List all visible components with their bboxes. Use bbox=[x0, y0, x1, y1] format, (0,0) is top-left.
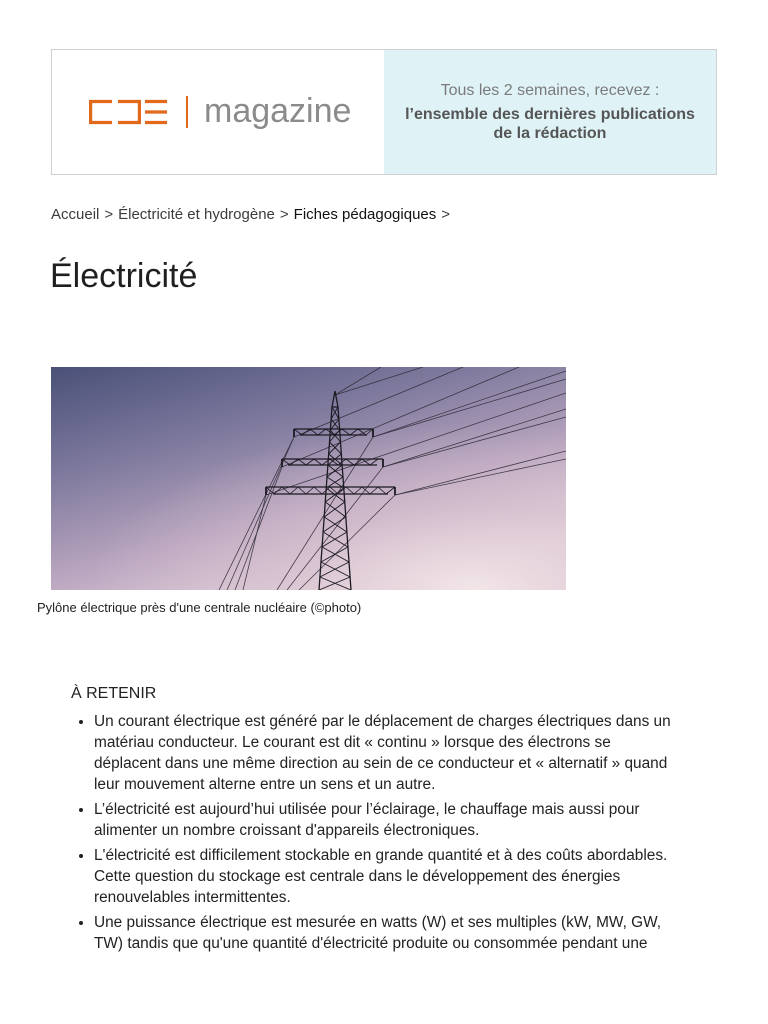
breadcrumb-item-teaching-sheets[interactable]: Fiches pédagogiques bbox=[293, 206, 437, 223]
key-points-heading: À RETENIR bbox=[71, 685, 157, 702]
pylon-photo bbox=[51, 367, 566, 590]
list-item: • Une puissance électrique est mesurée en watts (W) et ses multiples (kW, MW, GW, TW) tandis que qu'une quantité d'électricité produite ou consommée pendant une bbox=[94, 912, 679, 954]
promo-frequency-text: Tous les 2 semaines, recevez : bbox=[440, 82, 660, 99]
sky-glow bbox=[51, 367, 566, 590]
breadcrumb bbox=[51, 205, 455, 225]
photo-caption: Pylône électrique près d'une centrale nucléaire (©photo) bbox=[37, 600, 362, 615]
logo-wordmark: magazine bbox=[204, 91, 352, 130]
key-points-list bbox=[71, 711, 679, 958]
newsletter-promo-link[interactable] bbox=[384, 50, 716, 174]
breadcrumb-separator: > bbox=[104, 206, 114, 223]
site-logo[interactable] bbox=[89, 91, 352, 130]
logo-divider bbox=[186, 96, 188, 128]
breadcrumb-item-home[interactable]: Accueil bbox=[51, 206, 100, 223]
list-item: • Un courant électrique est généré par le déplacement de charges électriques dans un matériau conducteur. Le courant est dit « continu » lorsque des électrons se déplacent dans une même direction au sein de ce conducteur et « alternatif » quand leur mouvement alterne entre un sens et un autre. bbox=[94, 711, 679, 795]
breadcrumb-item-electricity-hydrogen[interactable]: Électricité et hydrogène bbox=[118, 206, 275, 223]
promo-headline: l’ensemble des dernières publications de la rédaction bbox=[405, 106, 695, 142]
banner-logo-area bbox=[52, 50, 384, 174]
page-title: Électricité bbox=[50, 257, 198, 295]
cde-logo-mark bbox=[89, 99, 169, 125]
newsletter-banner[interactable] bbox=[51, 49, 717, 175]
breadcrumb-separator: > bbox=[279, 206, 289, 223]
list-item: • L'électricité est difficilement stockable en grande quantité et à des coûts abordables. Cette question du stockage est centrale dans le développement des énergies renouvelables intermittentes. bbox=[94, 845, 679, 908]
list-item: • L’électricité est aujourd’hui utilisée pour l’éclairage, le chauffage mais aussi pour alimenter un nombre croissant d'appareils électroniques. bbox=[94, 799, 679, 841]
breadcrumb-separator: > bbox=[441, 206, 451, 223]
